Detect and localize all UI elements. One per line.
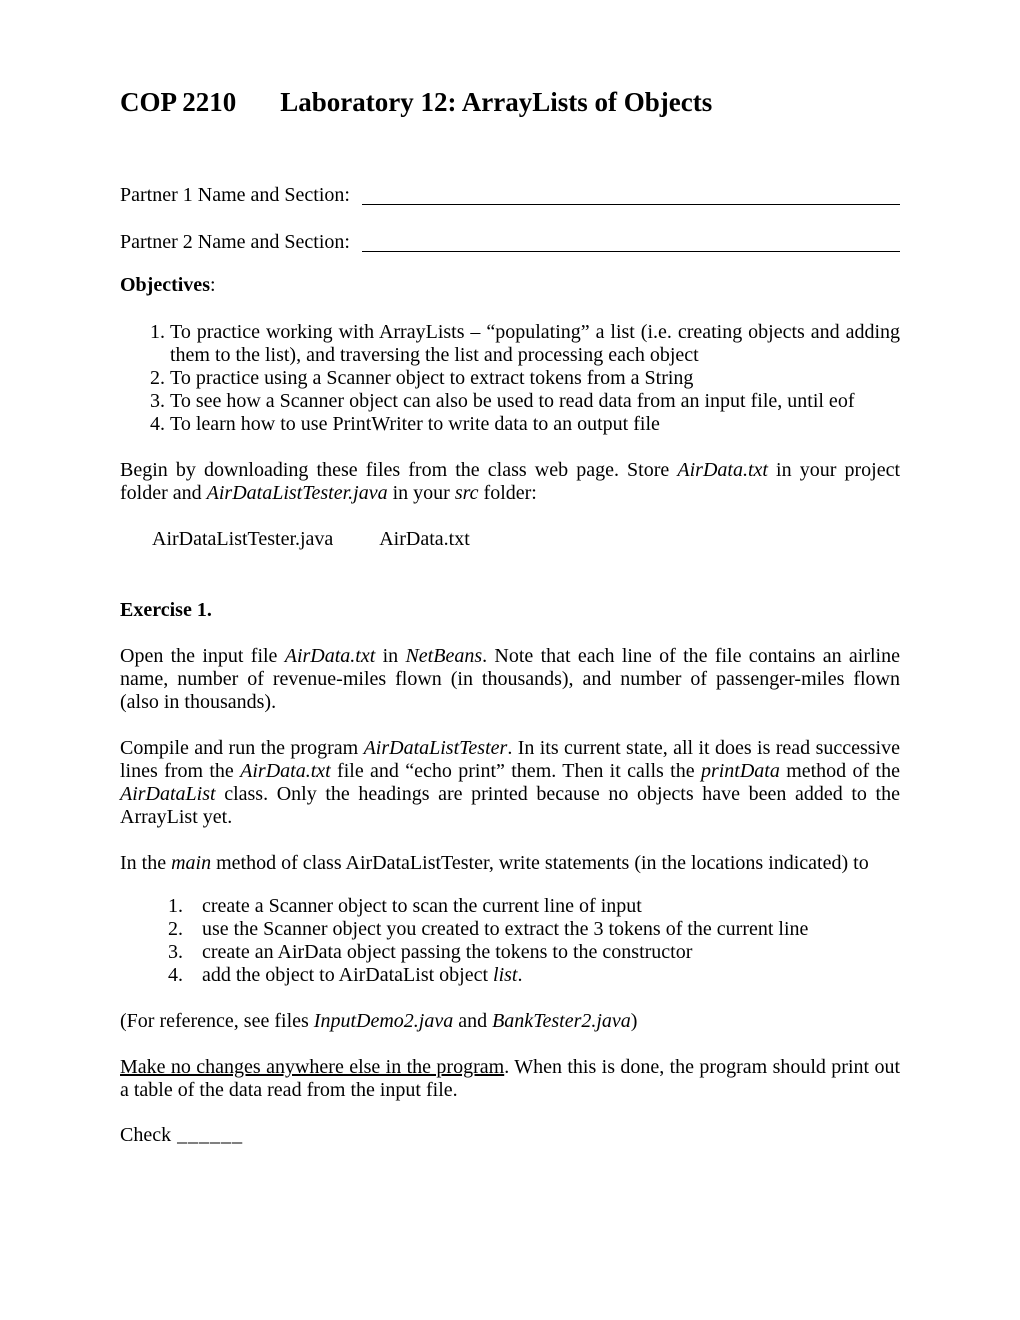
partner1-blank-line <box>362 184 900 205</box>
compile-run-paragraph: Compile and run the program AirDataListTester. In its current state, all it does is read successive lines from the AirData.txt file and “echo print” them. Then it calls the printData method of the AirDataList class. Only the headings are printed because no objects have been added to the ArrayList yet. <box>120 737 900 828</box>
objective-number: 3. <box>150 390 165 412</box>
step-item-4 <box>168 964 900 987</box>
files-line <box>120 528 900 551</box>
objectives-heading <box>120 274 900 297</box>
step-number: 2. <box>168 918 183 940</box>
step-text: create a Scanner object to scan the current line of input <box>202 895 642 917</box>
open-file-paragraph: Open the input file AirData.txt in NetBeans. Note that each line of the file contains an airline name, number of revenue-miles flown (in thousands), and number of passenger-miles flown (also in thousands). <box>120 645 900 713</box>
main-method-paragraph: In the main method of class AirDataListTester, write statements (in the locations indicated) to <box>120 852 869 874</box>
step-text: add the object to AirDataList object list. <box>202 964 523 986</box>
step-item-3 <box>168 941 900 964</box>
steps-list <box>120 895 900 987</box>
exercise1-heading: Exercise 1. <box>120 599 212 621</box>
objectives-heading-colon: : <box>209 274 216 296</box>
step-number: 1. <box>168 895 183 917</box>
check-label: Check <box>120 1124 172 1146</box>
objective-number: 2. <box>150 367 165 389</box>
objective-text: To practice working with ArrayLists – “populating” a list (i.e. creating objects and adding them to the list), and traversing the list and processing each object <box>170 321 900 366</box>
partner2-blank-line <box>362 231 900 252</box>
objective-item-1 <box>150 321 900 367</box>
partner2-label: Partner 2 Name and Section: <box>120 231 350 253</box>
objective-text: To practice using a Scanner object to extract tokens from a String <box>170 367 694 389</box>
partner2-line <box>120 231 900 254</box>
lab-title: Laboratory 12: ArrayLists of Objects <box>280 87 713 117</box>
objective-item-2 <box>150 367 900 390</box>
document-title <box>120 86 900 118</box>
objective-text: To learn how to use PrintWriter to write data to an output file <box>170 413 660 435</box>
reference-paragraph: (For reference, see files InputDemo2.java and BankTester2.java) <box>120 1010 638 1032</box>
step-item-2 <box>168 918 900 941</box>
objective-item-3 <box>150 390 900 413</box>
partner1-label: Partner 1 Name and Section: <box>120 184 350 206</box>
objectives-list <box>120 321 900 436</box>
partner1-line <box>120 184 900 207</box>
file-name-tester: AirDataListTester.java <box>152 528 334 550</box>
step-text: use the Scanner object you created to extract the 3 tokens of the current line <box>202 918 809 940</box>
objective-text: To see how a Scanner object can also be used to read data from an input file, until eof <box>170 390 855 412</box>
check-line <box>120 1124 900 1147</box>
objective-number: 4. <box>150 413 165 435</box>
no-changes-paragraph: Make no changes anywhere else in the program. When this is done, the program should print out a table of the data read from the input file. <box>120 1056 900 1101</box>
course-code: COP 2210 <box>120 87 237 117</box>
step-number: 3. <box>168 941 183 963</box>
file-name-data: AirData.txt <box>379 528 470 550</box>
check-blank: ______ <box>177 1124 244 1146</box>
objective-number: 1. <box>150 321 165 343</box>
objectives-heading-text: Objectives <box>120 274 210 296</box>
step-item-1 <box>168 895 900 918</box>
step-number: 4. <box>168 964 183 986</box>
download-paragraph: Begin by downloading these files from the class web page. Store AirData.txt in your project folder and AirDataListTester.java in your src folder: <box>120 459 900 504</box>
step-text: create an AirData object passing the tokens to the constructor <box>202 941 693 963</box>
objective-item-4 <box>150 413 900 436</box>
